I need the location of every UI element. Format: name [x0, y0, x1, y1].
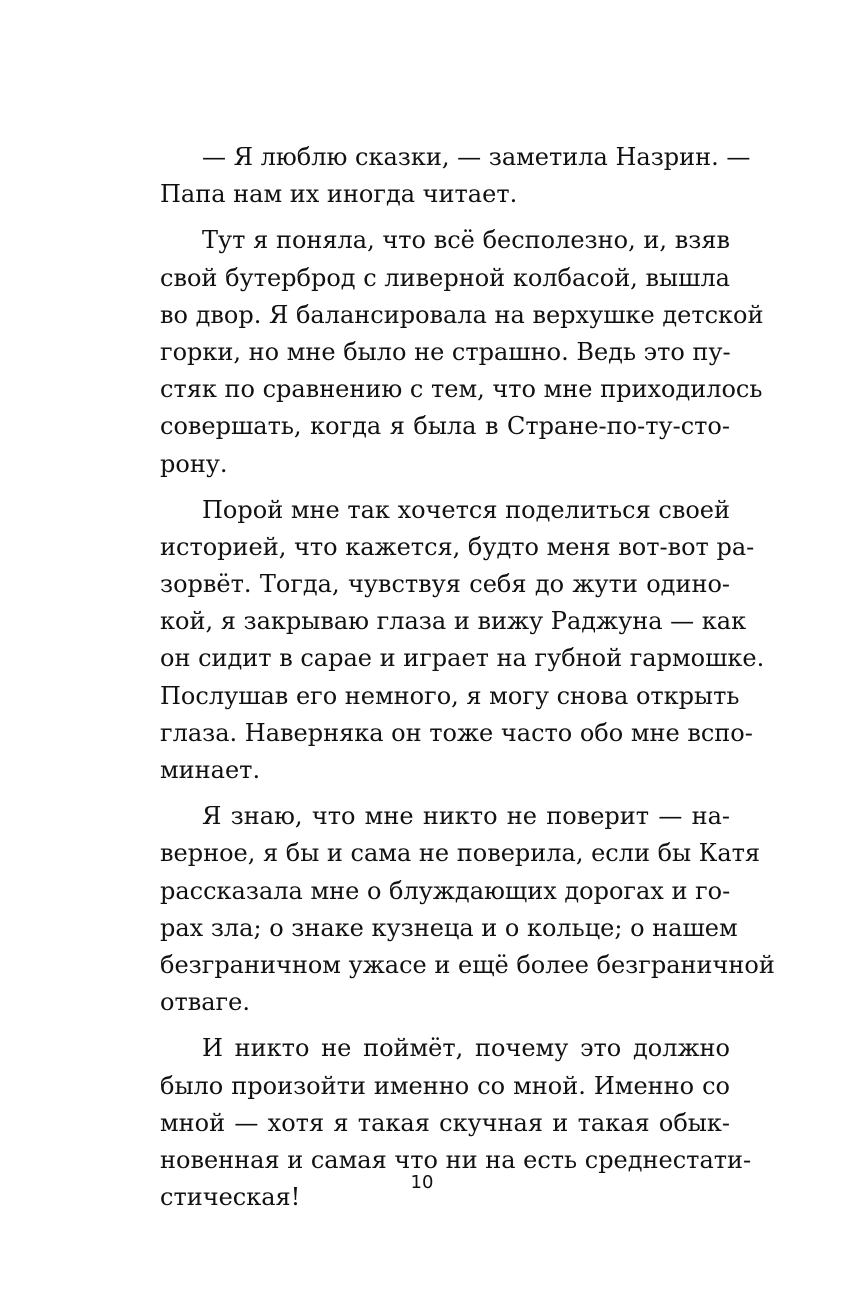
text-line: стическая! [160, 1183, 301, 1212]
text-line: горки, но мне было не страшно. Ведь это пу- [160, 337, 731, 366]
text-line: зорвёт. Тогда, чувствуя себя до жути одино- [160, 570, 730, 599]
paragraph [160, 492, 765, 790]
text-line: рах зла; о знаке кузнеца и о кольце; о нашем [160, 913, 738, 942]
text-line: было произойти именно со мной. Именно со [160, 1071, 730, 1100]
text-line: верное, я бы и сама не поверила, если бы Катя [160, 839, 761, 868]
text-line: И никто не поймёт, почему это должно [202, 1034, 730, 1063]
text-line: кой, я закрываю глаза и вижу Раджуна — как [160, 607, 747, 636]
text-line: — Я люблю сказки, — заметила Назрин. — [202, 143, 751, 171]
text-line: совершать, когда я была в Стране-по-ту-сто- [160, 412, 730, 441]
text-line: безграничном ужасе и ещё более безграничной [160, 950, 775, 979]
text-line: Порой мне так хочется поделиться своей [202, 495, 730, 524]
text-line: Папа нам их иногда читает. [160, 180, 518, 209]
text-line: глаза. Наверняка он тоже часто обо мне вспо- [160, 718, 753, 747]
body-text [160, 139, 775, 1225]
text-line: во двор. Я балансировала на верхушке детской [160, 300, 764, 329]
text-line: Послушав его немного, я могу снова открыть [160, 681, 740, 710]
paragraph [160, 139, 751, 213]
paragraph [160, 222, 764, 482]
text-line: рону. [160, 449, 228, 478]
text-line: Я знаю, что мне никто не поверит — на- [202, 802, 730, 831]
text-line: рассказала мне о блуждающих дорогах и го- [160, 876, 731, 905]
text-line: историей, что кажется, будто меня вот-вот ра- [160, 532, 755, 561]
text-line: отваге. [160, 988, 250, 1017]
paragraph [160, 798, 775, 1021]
text-line: минает. [160, 756, 261, 784]
text-line: он сидит в сарае и играет на губной гармошке. [160, 644, 765, 673]
text-line: мной — хотя я такая скучная и такая обык- [160, 1108, 730, 1137]
text-line: свой бутерброд с ливерной колбасой, вышла [160, 263, 730, 292]
text-line: стяк по сравнению с тем, что мне приходилось [160, 375, 763, 404]
text-line: Тут я поняла, что всё бесполезно, и, взяв [202, 226, 730, 255]
page-number: 10 [410, 1172, 434, 1193]
text-line: новенная и самая что ни на есть среднестати- [160, 1145, 752, 1174]
